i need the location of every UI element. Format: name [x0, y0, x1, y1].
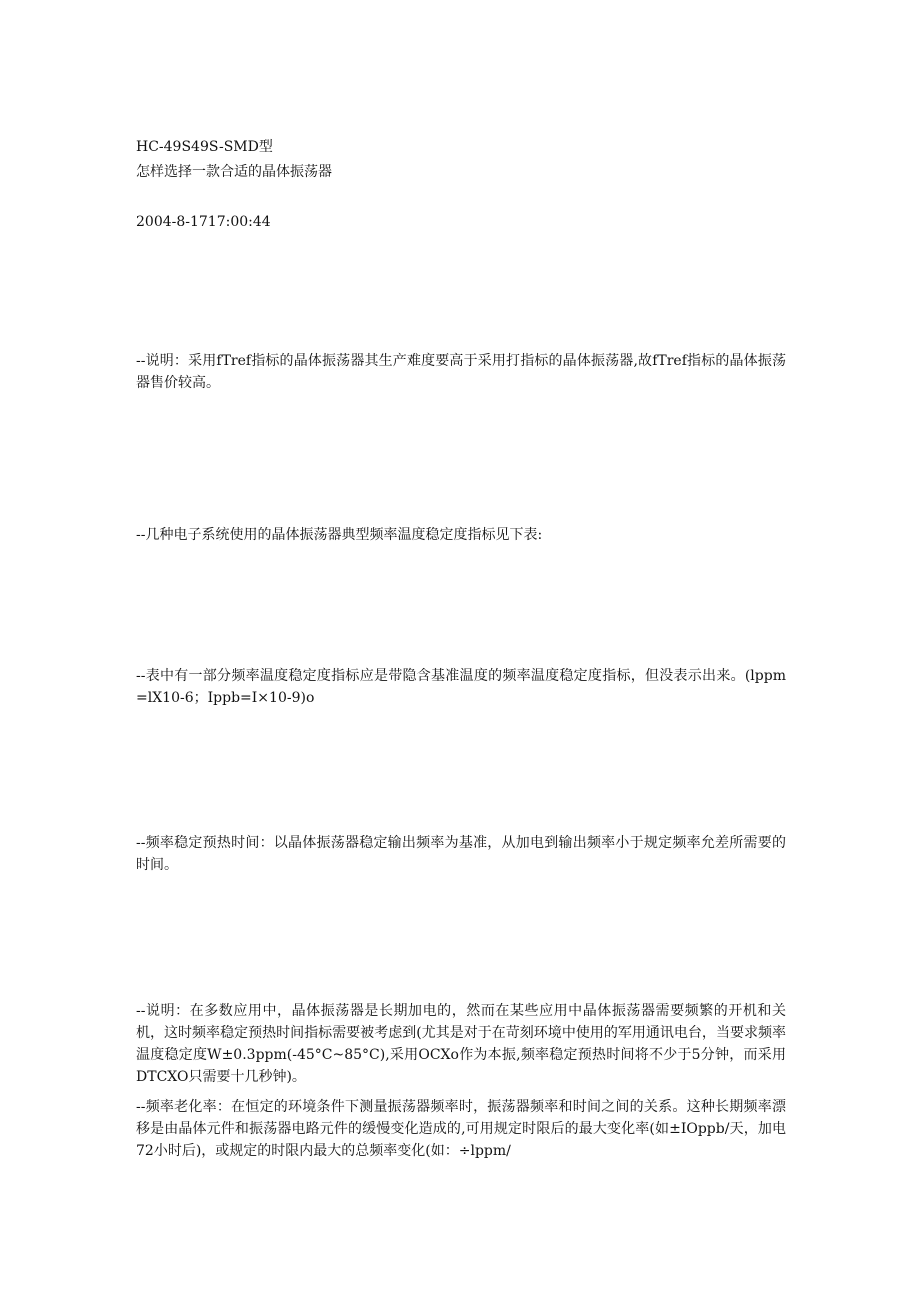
paragraph-aging-rate: --频率老化率：在恒定的环境条件下测量振荡器频率时，振荡器频率和时间之间的关系。这种长期频率漂移是由晶体元件和振荡器电路元件的缓慢变化造成的,可用规定时限后的最大变化率(如±IOppb/天，加电72小时后)，或规定的时限内最大的总频率变化(如：÷lppm∕	[136, 1099, 786, 1159]
paragraph-warmup-time: --频率稳定预热时间：以晶体振荡器稳定输出频率为基准，从加电到输出频率小于规定频率允差所需要的时间。	[136, 835, 786, 873]
model-heading: HC-49S49S-SMD型	[136, 139, 273, 155]
timestamp: 2004-8-1717:00:44	[136, 214, 271, 230]
paragraph-note-ftref: --说明：采用fTref指标的晶体振荡器其生产难度要高于采用打指标的晶体振荡器,故fTref指标的晶体振荡器售价较高。	[136, 353, 786, 391]
paragraph-table-intro: --几种电子系统使用的晶体振荡器典型频率温度稳定度指标见下表:	[136, 527, 543, 543]
paragraph-table-note: --表中有一部分频率温度稳定度指标应是带隐含基准温度的频率温度稳定度指标，但没表示出来。(lppm=lX10-6；Ippb=I×10-9)o	[136, 668, 786, 706]
document-title: 怎样选择一款合适的晶体振荡器	[136, 164, 332, 180]
paragraph-warmup-note: --说明：在多数应用中，晶体振荡器是长期加电的，然而在某些应用中晶体振荡器需要频繁的开机和关机，这时频率稳定预热时间指标需要被考虑到(尤其是对于在苛刻环境中使用的军用通讯电台，当要求频率温度稳定度W±0.3ppm(-45°C~85°C),采用OCXo作为本振,频率稳定预热时间将不少于5分钟，而采用DTCXO只需要十几秒钟)。	[136, 1003, 786, 1085]
